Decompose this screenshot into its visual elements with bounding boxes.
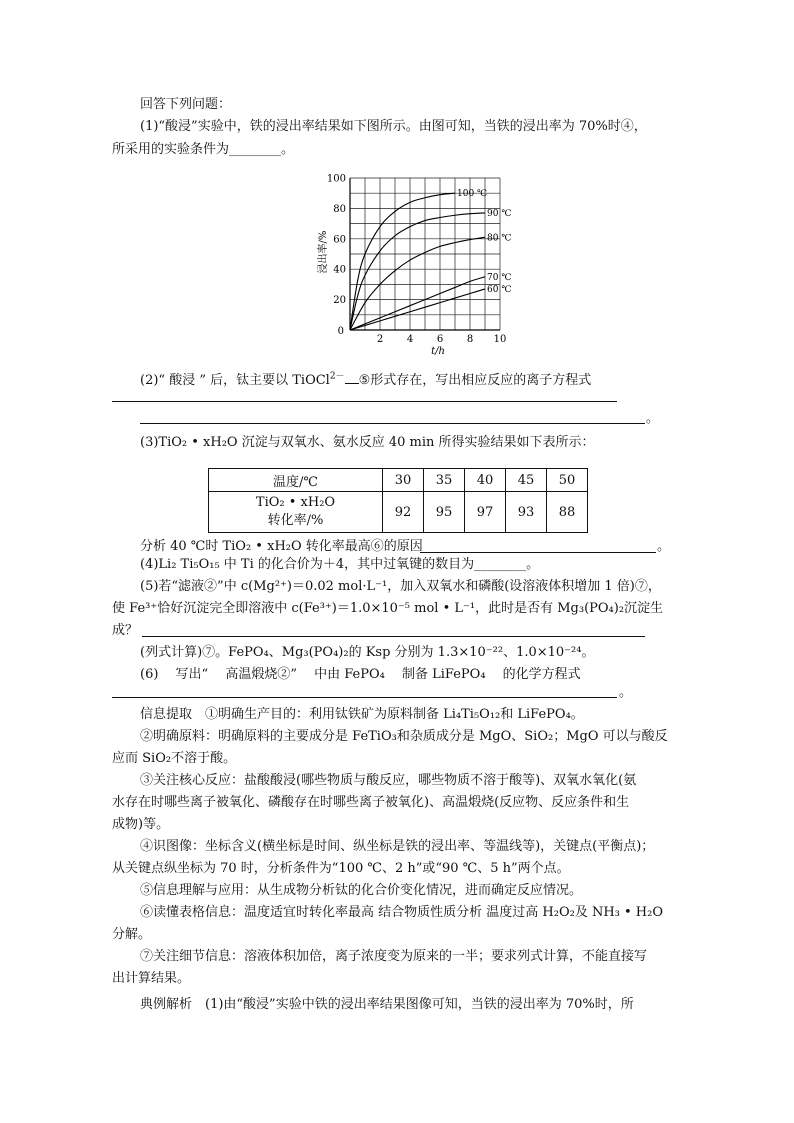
table-header-cell bbox=[209, 492, 383, 533]
y-tick-label: 80 bbox=[333, 203, 346, 215]
table-cell: 93 bbox=[506, 492, 547, 533]
intro-text: 回答下列问题： bbox=[140, 97, 232, 112]
info-line: 应而 SiO₂不溶于酸。 bbox=[112, 751, 237, 766]
info-line: 成物)等。 bbox=[112, 817, 170, 832]
x-tick-label: 10 bbox=[493, 334, 507, 345]
series-label: 60 ℃ bbox=[487, 284, 512, 295]
question-3-analysis: 分析 40 ℃时 TiO₂ • xH₂O 转化率最高⑥的原因 bbox=[140, 539, 423, 554]
leaching-rate-chart bbox=[312, 168, 512, 358]
question-2-label: (2)“ 酸浸 ” 后，钛主要以 TiOCl bbox=[140, 373, 330, 388]
answer-line bbox=[112, 697, 617, 698]
series-curve bbox=[350, 213, 485, 330]
answer-line bbox=[140, 423, 645, 424]
conversion-rate-table bbox=[208, 468, 588, 533]
question-5-line-2: 使 Fe³⁺恰好沉淀完全即溶液中 c(Fe³⁺)＝1.0×10⁻⁵ mol • L⁻¹，此时是否有 Mg₃(PO₄)₂沉淀生 bbox=[112, 601, 664, 616]
info-line: ⑥读懂表格信息：温度适宜时转化率最高 结合物质性质分析 温度过高 H₂O₂及 NH₃ • H₂O bbox=[140, 905, 664, 920]
analysis-text: 典例解析 (1)由“酸浸”实验中铁的浸出率结果图像可知，当铁的浸出率为 70%时，所 bbox=[140, 997, 634, 1012]
row-label-line-2: 转化率/% bbox=[267, 513, 324, 528]
x-tick-label: 6 bbox=[436, 334, 444, 345]
answer-line bbox=[112, 401, 617, 402]
table-header-cell: 温度/℃ bbox=[209, 469, 383, 492]
question-6-end: 。 bbox=[619, 685, 633, 700]
info-line: 从关键点纵坐标为 70 时，分析条件为“100 ℃、2 h”或“90 ℃、5 h”两个点。 bbox=[112, 861, 570, 876]
chart-ticks bbox=[327, 174, 506, 346]
info-line: ④识图像：坐标含义(横坐标是时间、纵坐标是铁的浸出率、等温线等)，关键点(平衡点)； bbox=[140, 839, 655, 854]
table-cell: 50 bbox=[547, 469, 588, 492]
question-3-text: (3)TiO₂ • xH₂O 沉淀与双氧水、氨水反应 40 min 所得实验结果如下表所示： bbox=[140, 435, 595, 450]
question-2-superscript: 2－ bbox=[329, 371, 345, 382]
question-5-line-3: 成？ bbox=[112, 623, 139, 638]
y-tick-label: 20 bbox=[333, 295, 346, 307]
chart-series-labels bbox=[457, 189, 511, 295]
table-cell: 45 bbox=[506, 469, 547, 492]
question-5-line-1: (5)若“滤液②”中 c(Mg²⁺)＝0.02 mol·L⁻¹，加入双氧水和磷酸(设溶液体积增加 1 倍)⑦， bbox=[140, 579, 661, 594]
table-cell: 30 bbox=[383, 469, 424, 492]
question-2-suffix: ⑤形式存在，写出相应反应的离子方程式 bbox=[358, 373, 592, 388]
x-tick-label: 2 bbox=[376, 334, 384, 345]
y-tick-label: 60 bbox=[333, 234, 346, 246]
info-line: 出计算结果。 bbox=[112, 971, 191, 986]
question-1-line-1: (1)“酸浸”实验中，铁的浸出率结果如下图所示。由图可知，当铁的浸出率为 70%时④， bbox=[140, 119, 647, 134]
question-6-line-1: (6) 写出“ 高温煅烧②” 中由 FePO₄ 制备 LiFePO₄ 的化学方程式 bbox=[140, 667, 581, 682]
question-2-end: 。 bbox=[646, 411, 660, 426]
y-tick-label: 100 bbox=[326, 173, 346, 185]
series-curve bbox=[350, 277, 485, 330]
question-4-text: (4)Li₂ Ti₅O₁₅ 中 Ti 的化合价为＋4，其中过氧键的数目为________。 bbox=[140, 557, 540, 572]
question-5-line-4: (列式计算)⑦。FePO₄、Mg₃(PO₄)₂的 Ksp 分别为 1.3×10⁻²²、1.0×10⁻²⁴。 bbox=[140, 645, 595, 660]
chart-curves bbox=[350, 193, 485, 330]
series-label: 90 ℃ bbox=[487, 208, 512, 219]
table-cell: 40 bbox=[465, 469, 506, 492]
table-cell: 97 bbox=[465, 492, 506, 533]
series-label: 80 ℃ bbox=[487, 233, 512, 244]
table-cell: 35 bbox=[424, 469, 465, 492]
table-cell: 88 bbox=[547, 492, 588, 533]
x-axis-label: t/h bbox=[431, 346, 445, 357]
info-line: ②明确原料：明确原料的主要成分是 FeTiO₃和杂质成分是 MgO、SiO₂；MgO 可以与酸反 bbox=[140, 729, 668, 744]
x-tick-label: 8 bbox=[466, 334, 474, 345]
row-label-line-1: TiO₂ • xH₂O bbox=[255, 495, 336, 510]
origin-tick-label: 0 bbox=[337, 326, 344, 337]
answer-line bbox=[420, 552, 656, 553]
table-cell: 92 bbox=[383, 492, 424, 533]
table-row bbox=[209, 469, 588, 492]
table-cell: 95 bbox=[424, 492, 465, 533]
table-row bbox=[209, 492, 588, 533]
x-tick-label: 4 bbox=[406, 334, 414, 345]
info-line: ⑦关注细节信息：溶液体积加倍，离子浓度变为原来的一半；要求列式计算，不能直接写 bbox=[140, 949, 648, 964]
series-curve bbox=[350, 193, 455, 330]
info-line: 水存在时哪些离子被氧化、磷酸存在时哪些离子被氧化)、高温煅烧(反应物、反应条件和生 bbox=[112, 795, 630, 810]
y-tick-label: 40 bbox=[333, 264, 346, 276]
series-label: 100 ℃ bbox=[457, 189, 488, 200]
info-line: 分解。 bbox=[112, 927, 152, 942]
question-2-line-1 bbox=[140, 370, 591, 390]
question-3-end: 。 bbox=[657, 539, 671, 554]
answer-line bbox=[142, 636, 645, 637]
series-label: 70 ℃ bbox=[487, 272, 512, 283]
info-line: ⑤信息理解与应用：从生成物分析钛的化合价变化情况，进而确定反应情况。 bbox=[140, 883, 583, 898]
info-line: ③关注核心反应：盐酸酸浸(哪些物质与酸反应，哪些物质不溶于酸等)、双氧水氧化(氨 bbox=[140, 773, 637, 788]
question-1-line-2: 所采用的实验条件为________。 bbox=[112, 142, 295, 157]
info-line: 信息提取 ①明确生产目的：利用钛铁矿为原料制备 Li₄Ti₅O₁₂和 LiFePO₄。 bbox=[140, 707, 584, 722]
y-axis-label: 浸出率/% bbox=[318, 230, 329, 274]
